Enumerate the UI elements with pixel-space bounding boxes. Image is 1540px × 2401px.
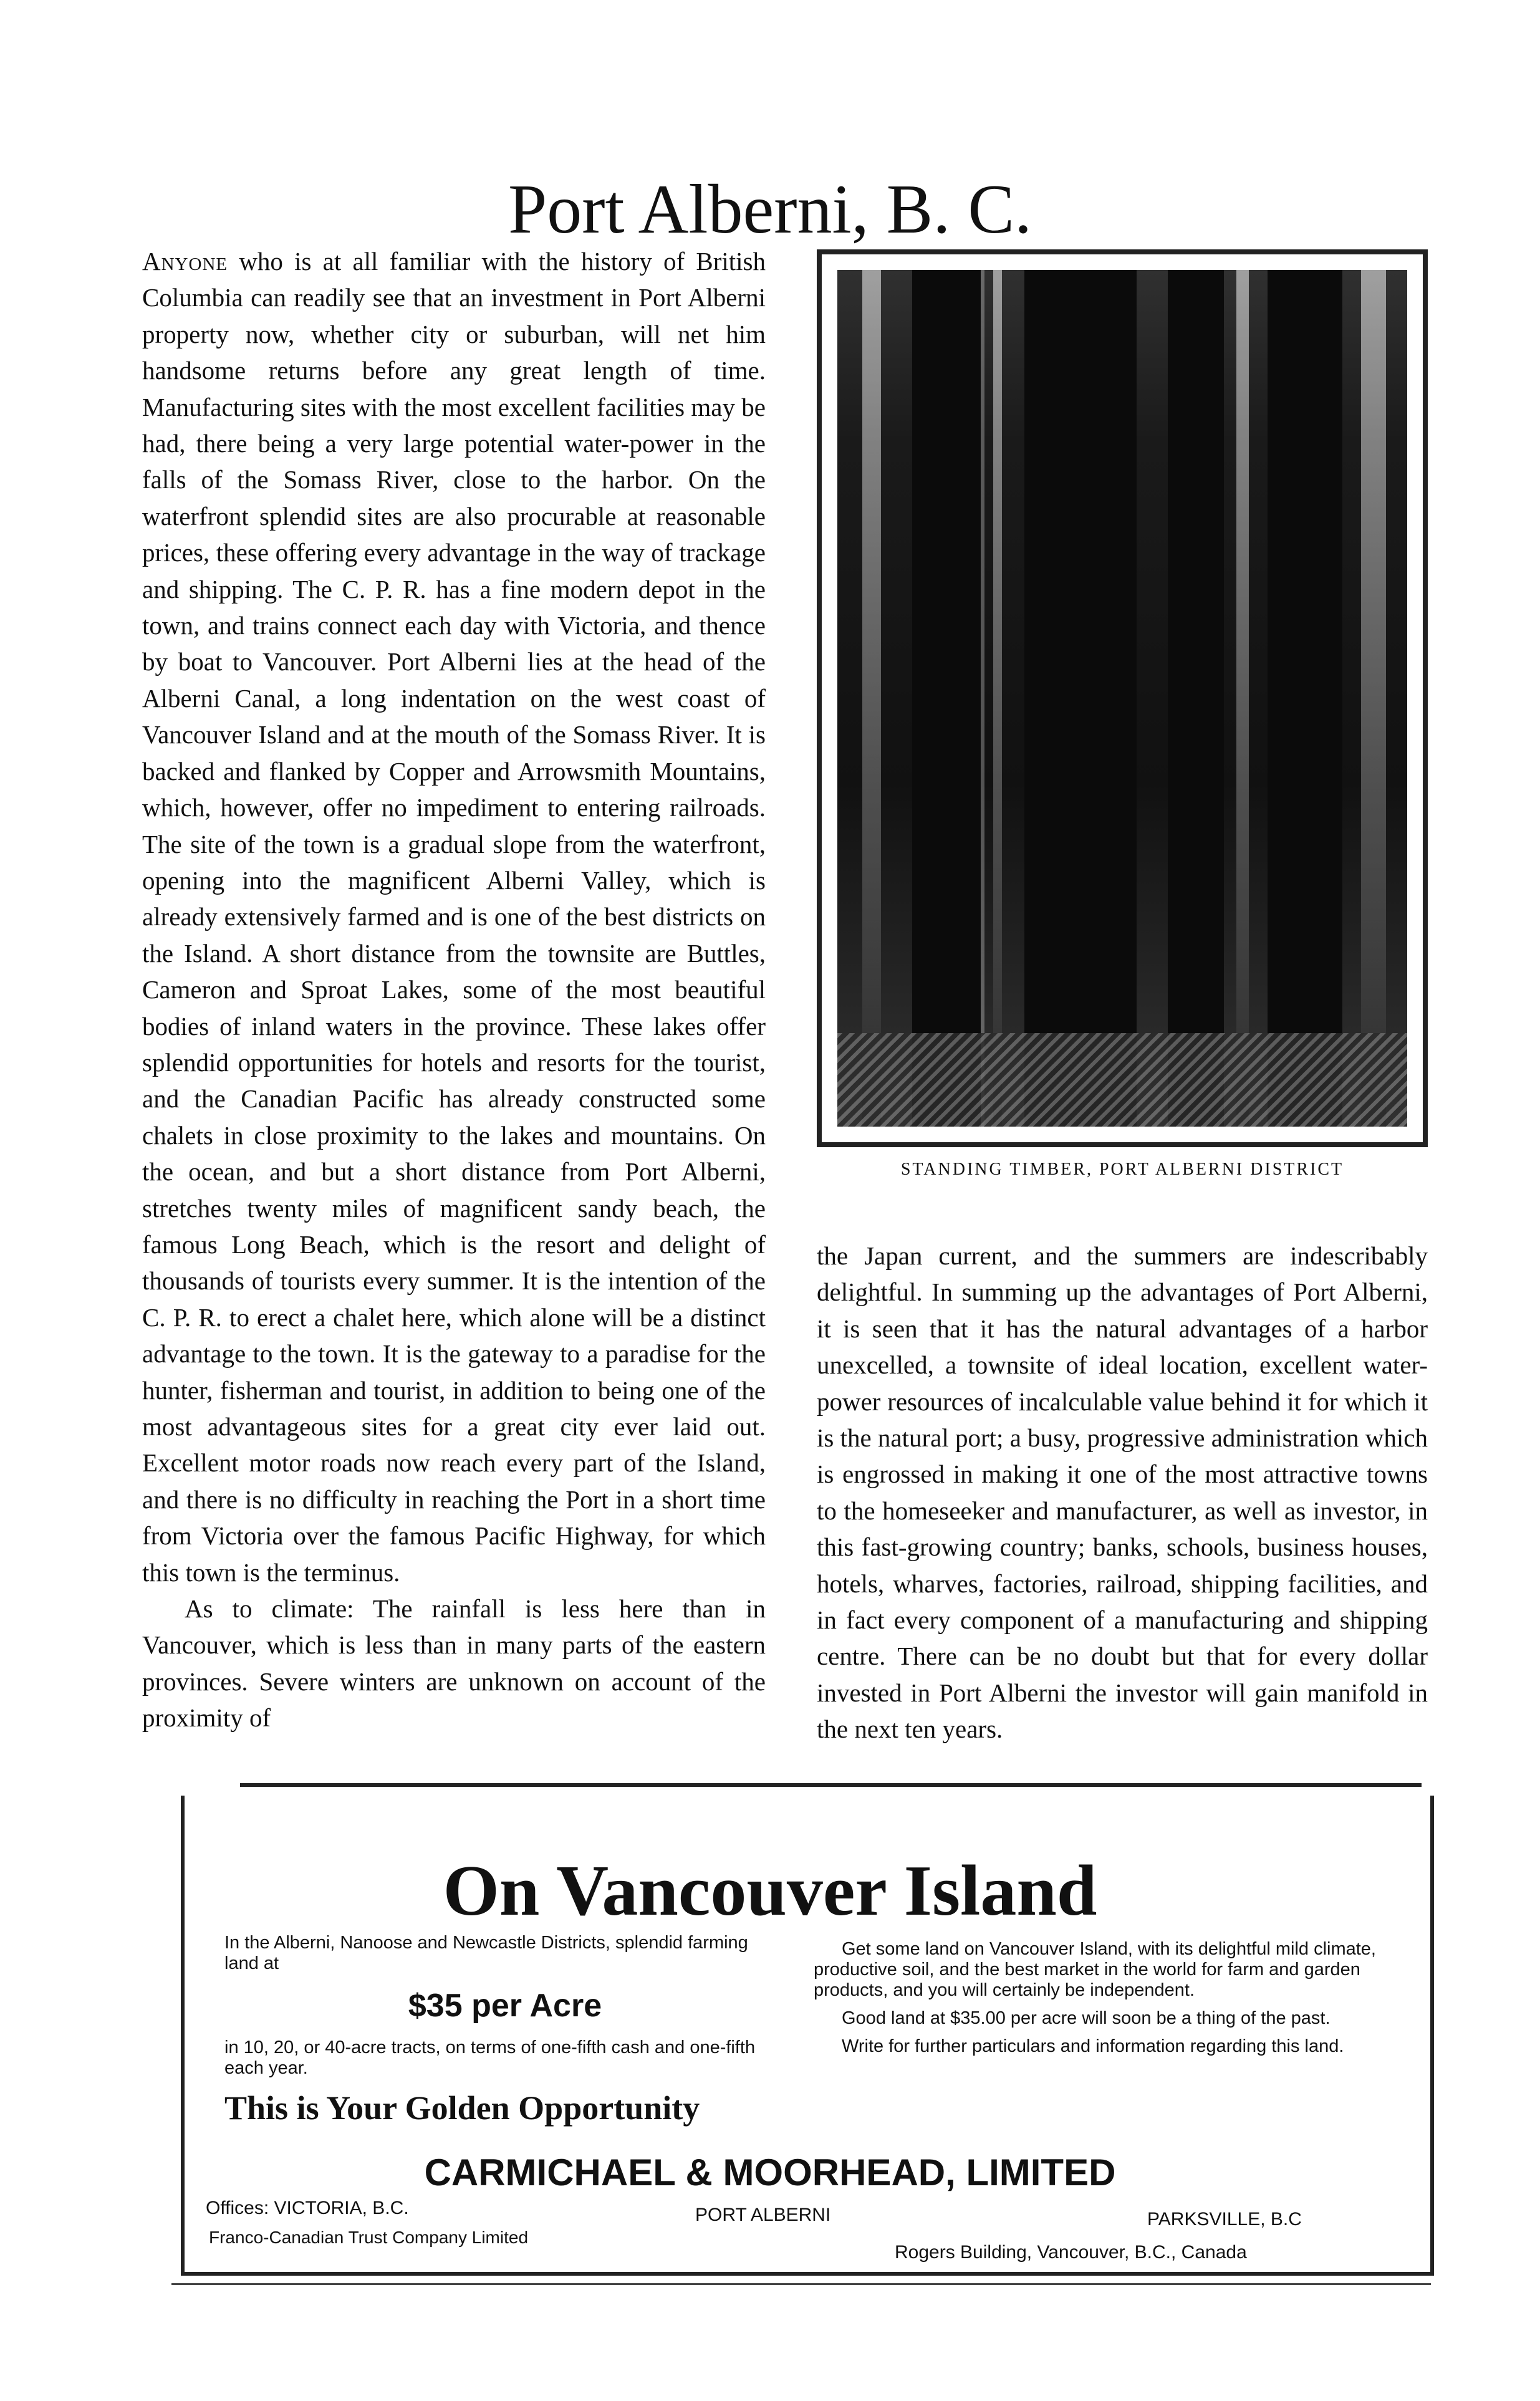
- ad-left-column: [224, 1933, 786, 2127]
- page-title: Port Alberni, B. C.: [508, 171, 1032, 249]
- photo-caption: STANDING TIMBER, PORT ALBERNI DISTRICT: [900, 1160, 1344, 1179]
- office-parksville: PARKSVILLE, B.C: [1147, 2209, 1302, 2230]
- article-left-column: [142, 243, 766, 1736]
- office-victoria: VICTORIA, B.C.: [274, 2198, 409, 2218]
- ad-right-paragraph-1: Get some land on Vancouver Island, with its delightful mild climate, productive soil, and the best market in the world for farm and garden products, and you will certainly be independent.: [814, 1939, 1376, 2000]
- ad-right-paragraph-3: Write for further particulars and information regarding this land.: [842, 2036, 1344, 2056]
- article-paragraph-1: [142, 243, 766, 1590]
- article-paragraph-3: the Japan current, and the summers are indescribably delightful. In summing up the advantages of Port Alberni, it is seen that it has the natural advantages of a harbor unexcelled, a townsite of ideal location, excellent water-power resources of incalculable value behind it for which it is the natural port; a busy, progressive administration which is engrossed in making it one of the most attractive towns to the homeseeker and manufacturer, as well as investor, in this fast-growing country; banks, schools, business houses, hotels, wharves, factories, railroad, shipping facilities, and in fact every component of a manufacturing and shipping centre. There can be no doubt but that for every dollar invested in Port Alberni the investor will gain manifold in the next ten years.: [817, 1241, 1428, 1744]
- standing-timber-photo: [837, 270, 1407, 1127]
- offices-label: Offices:: [206, 2198, 269, 2218]
- office-port-alberni: PORT ALBERNI: [695, 2205, 831, 2225]
- photo-frame: [817, 249, 1428, 1147]
- trust-company: Franco-Canadian Trust Company Limited: [209, 2228, 529, 2247]
- ad-terms: in 10, 20, or 40-acre tracts, on terms of one-fifth cash and one-fifth each year.: [224, 2038, 756, 2078]
- ad-intro: In the Alberni, Nanoose and Newcastle Districts, splendid farming land at: [224, 1933, 748, 1973]
- rogers-building: Rogers Building, Vancouver, B.C., Canada: [895, 2242, 1247, 2263]
- section-divider: [240, 1783, 1422, 1787]
- article-paragraph-2: As to climate: The rainfall is less here than in Vancouver, which is less than in many parts of the eastern provinces. Severe winters are unknown on account of the proximity of: [142, 1594, 766, 1733]
- ad-golden-opportunity: This is Your Golden Opportunity: [224, 2089, 700, 2127]
- offices-line: [206, 2199, 409, 2218]
- company-name: CARMICHAEL & MOORHEAD, LIMITED: [424, 2152, 1116, 2193]
- ad-right-column: [814, 1939, 1387, 2064]
- lead-word: Anyone: [142, 247, 228, 276]
- ad-right-paragraph-2: Good land at $35.00 per acre will soon be a thing of the past.: [842, 2008, 1331, 2028]
- bottom-rule: [171, 2283, 1431, 2285]
- ad-title: On Vancouver Island: [443, 1851, 1097, 1931]
- article-paragraph-1-text: who is at all familiar with the history of British Columbia can readily see that an investment in Port Alberni property now, whether city or suburban, will net him handsome returns before any great length of time. Manufacturing sites with the most excellent facilities may be had, there being a very large potential water-power in the falls of the Somass River, close to the harbor. On the waterfront splendid sites are also procurable at reasonable prices, these offering every advantage in the way of trackage and shipping. The C. P. R. has a fine modern depot in the town, and trains connect each day with Victoria, and thence by boat to Vancouver. Port Alberni lies at the head of the Alberni Canal, a long indentation on the west coast of Vancouver Island and at the mouth of the Somass River. It is backed and flanked by Copper and Arrowsmith Mountains, which, however, offer no impediment to entering railroads. The site of the town is a gradual slope from the waterfront, opening into the magnificent Alberni Valley, which is already extensively farmed and is one of the best districts on the Island. A short distance from the townsite are Buttles, Cameron and Sproat Lakes, some of the most beautiful bodies of inland waters in the province. These lakes offer splendid opportunities for hotels and resorts for the tourist, and the Canadian Pacific has already constructed some chalets in close proximity to the lakes and mountains. On the ocean, and but a short distance from Port Alberni, stretches twenty miles of magnificent sandy beach, the famous Long Beach, which is the resort and delight of thousands of tourists every summer. It is the intention of the C. P. R. to erect a chalet here, which alone will be a distinct advantage to the town. It is the gateway to a paradise for the hunter, fisherman and tourist, in addition to being one of the most advantageous sites for a great city ever laid out. Excellent motor roads now reach every part of the Island, and there is no difficulty in reaching the Port in a short time from Victoria over the famous Pacific Highway, for which this town is the terminus.: [142, 247, 766, 1587]
- article-right-column: [817, 1238, 1428, 1748]
- ad-price: $35 per Acre: [408, 1988, 602, 2024]
